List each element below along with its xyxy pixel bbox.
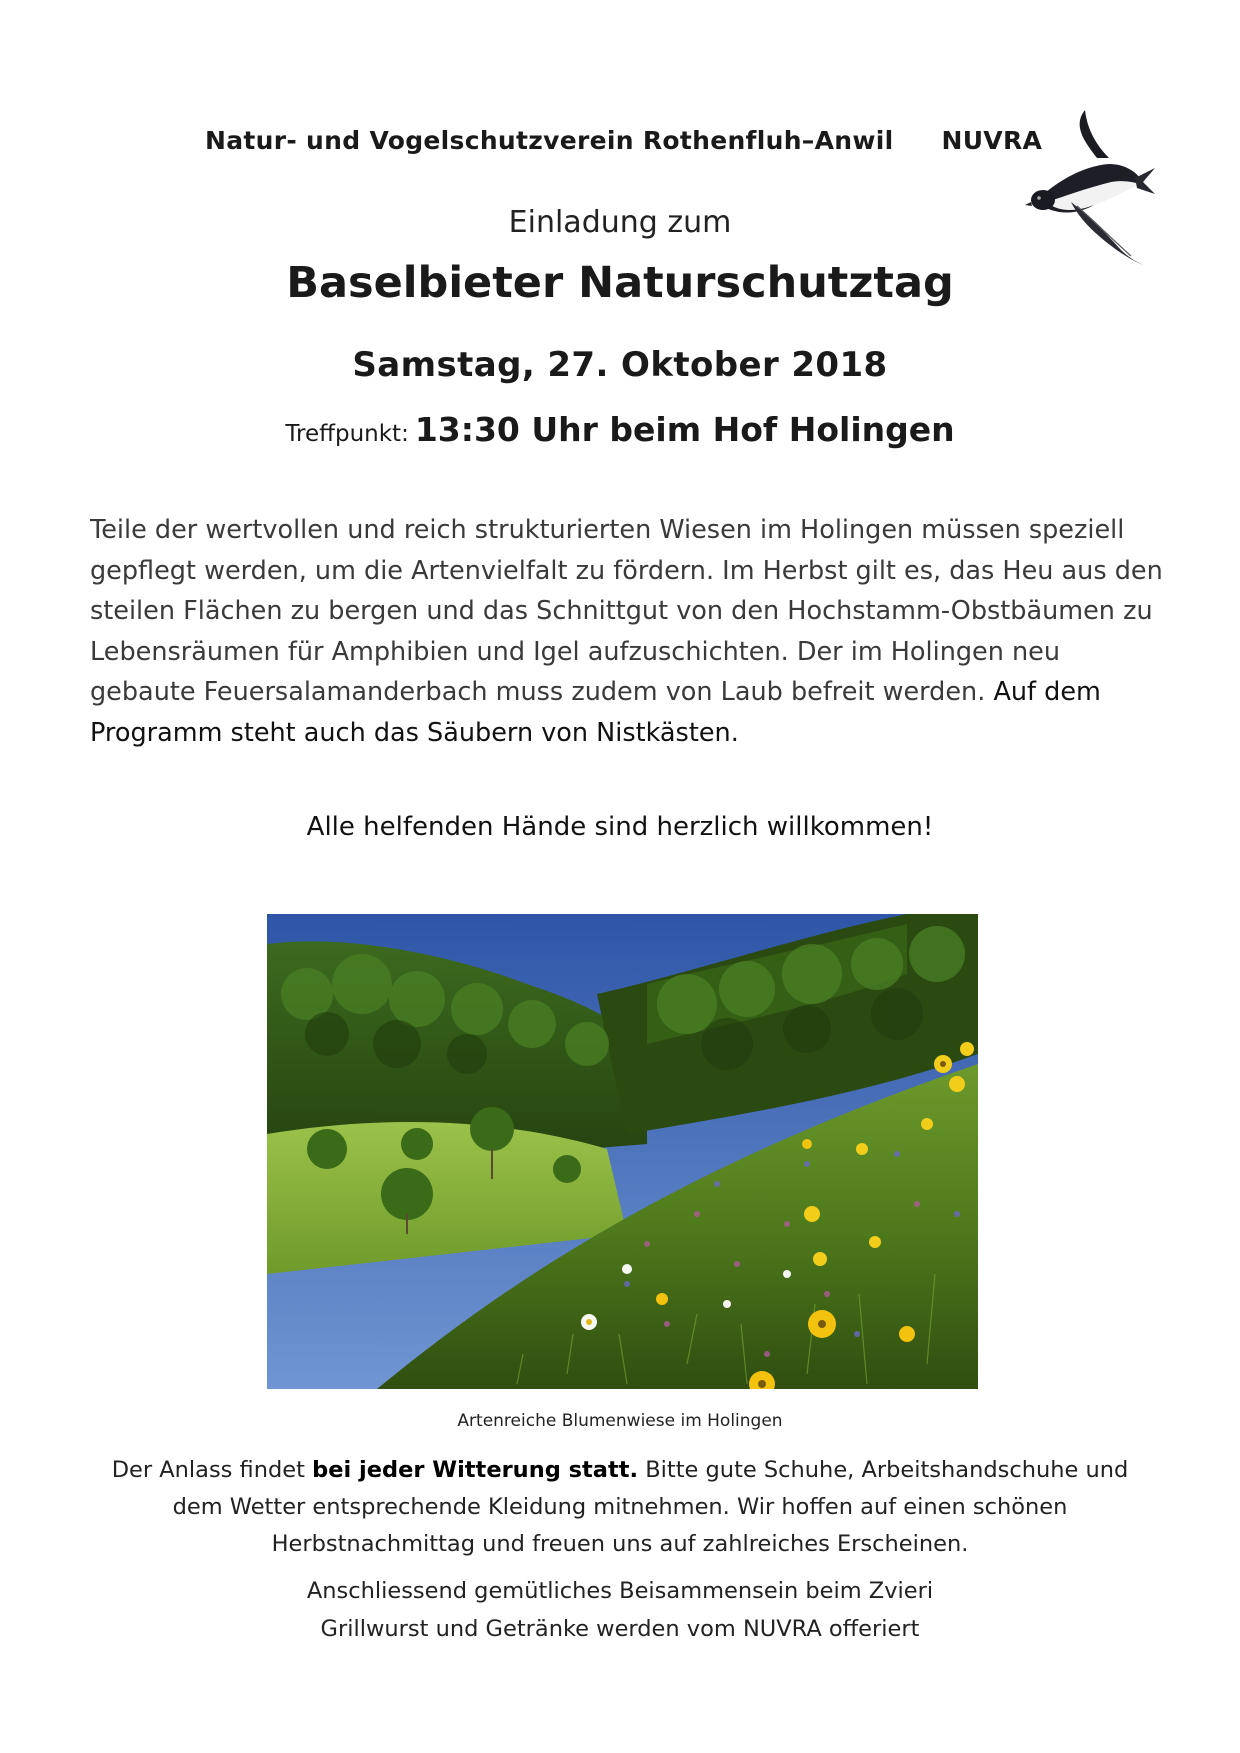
details-line3: Herbstnachmittag und freuen uns auf zahlreiches Erscheinen.: [271, 1531, 969, 1557]
swallow-bird-icon: [1025, 110, 1155, 265]
closing-paragraph: [0, 1572, 1240, 1648]
closing-line2: Grillwurst und Getränke werden vom NUVRA offeriert: [320, 1616, 920, 1642]
welcome-line: Alle helfenden Hände sind herzlich willkommen!: [306, 812, 934, 842]
details-weather: bei jeder Witterung statt.: [312, 1457, 639, 1483]
details-line1: Bitte gute Schuhe, Arbeitshandschuhe und: [645, 1457, 1129, 1483]
description-text: Teile der wertvollen und reich strukturierten Wiesen im Holingen müssen speziell gepflegt werden, um die Artenvielfalt zu fördern. Im Herbst gilt es, das Heu aus den steilen Flächen zu bergen und das Schnittgut von den Hochstamm-Obstbäumen zu Lebensräumen für Amphibien und Igel aufzuschichten. Der im Holingen neu gebaute Feuersalamanderbach muss zudem von Laub befreit werden.: [90, 515, 1163, 707]
closing-line1: Anschliessend gemütliches Beisammensein beim Zvieri: [306, 1578, 934, 1604]
organization-name: Natur- und Vogelschutzverein Rothenfluh–Anwil: [205, 126, 894, 155]
meeting-time-place: 13:30 Uhr beim Hof Holingen: [414, 410, 955, 449]
invitation-text: Einladung zum: [508, 205, 732, 240]
event-title: Baselbieter Naturschutztag: [286, 258, 954, 308]
details-line2: dem Wetter entsprechende Kleidung mitnehmen. Wir hoffen auf einen schönen: [172, 1494, 1068, 1520]
organization-header: [205, 126, 1042, 155]
description-paragraph: [90, 510, 1170, 753]
organization-acronym: NUVRA: [941, 126, 1043, 155]
description-program: Auf dem Programm steht auch das Säubern von Nistkästen.: [90, 677, 1101, 748]
details-intro: Der Anlass findet: [111, 1457, 305, 1483]
photo-caption: Artenreiche Blumenwiese im Holingen: [457, 1411, 783, 1431]
details-paragraph: [0, 1452, 1240, 1563]
meadow-photo: [267, 914, 978, 1389]
meeting-point: [0, 410, 1240, 449]
event-date: Samstag, 27. Oktober 2018: [352, 345, 888, 385]
meeting-label: Treffpunkt:: [285, 421, 409, 447]
